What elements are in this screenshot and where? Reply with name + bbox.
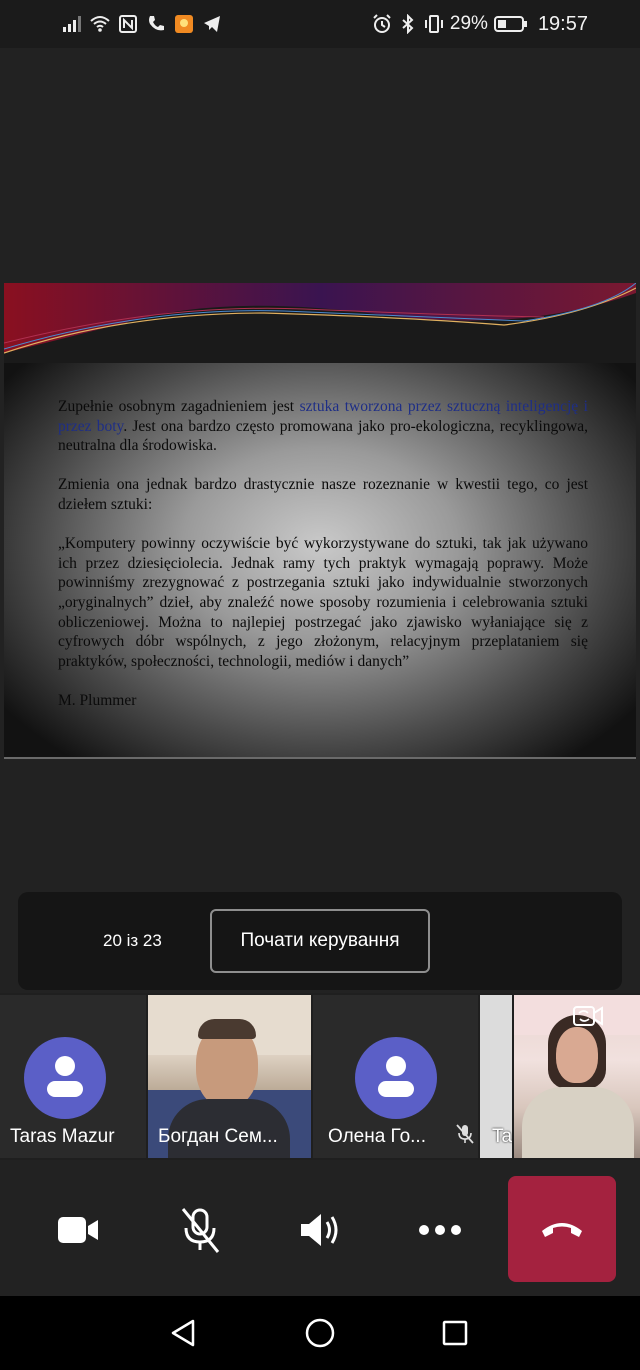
slide-quote: „Komputery powinny oczywiście być wykorzystywane do sztuki, tak jak używano ich przez dziesięciolecia. Jednak ramy tych praktyk wymagają poprawy. Może powinniśmy zrezygnować z postrzegania sztuki jako indywidualnie stworzonych „oryginalnych” dzieł, aby znaleźć nowe sposoby rozumienia i celebrowania sztuki obliczeniowej. Można to najlepiej postrzegać jako zjawisko wyłaniające się z cyfrowych dóbr wspólnych, z jego złożonym, relacyjnym przeplataniem się praktyków, społeczności, technologii, mediów i danych” [58,535,588,670]
more-icon [418,1224,462,1236]
telegram-icon [202,14,222,34]
participants-strip[interactable] [0,995,640,1160]
switch-camera-icon[interactable] [572,1001,606,1031]
slide-page-counter: 20 із 23 [103,931,162,950]
clock: 19:57 [537,12,588,35]
participant-name: Олена Го... [328,1126,426,1147]
system-navigation-bar [0,1296,640,1370]
battery-icon [494,14,528,34]
app-notification-icon [174,14,194,34]
back-icon [169,1318,197,1348]
back-button[interactable] [164,1314,202,1352]
mute-toggle-button[interactable] [170,1200,230,1260]
participant-tile-olena[interactable] [313,995,478,1158]
avatar [355,1037,437,1119]
hang-up-icon [539,1219,585,1239]
battery-percent: 29% [449,13,488,34]
participant-tile-bogdan[interactable] [148,995,311,1158]
slide-divider [4,757,636,759]
wifi-icon [90,14,110,34]
participant-face [556,1027,598,1083]
vibrate-icon [424,14,444,34]
participant-name: Taras Mazur [10,1126,115,1147]
more-options-button[interactable] [410,1200,470,1260]
participant-name: Ta [492,1126,512,1147]
home-button[interactable] [301,1314,339,1352]
participant-tile-partial[interactable] [480,995,512,1158]
participant-name: Богдан Сем... [158,1126,278,1147]
presentation-control-bar [18,892,622,990]
slide-paragraph-1: Zupełnie osobnym zagadnieniem jest sztuka tworzona przez sztuczną inteligencję i przez boty. Jest ona bardzo często promowana jako pro-ekologiczna, recyklingowa, neutralna dla środowiska. [58,398,588,455]
phone-icon [146,14,166,34]
slide-author: M. Plummer [58,691,137,709]
avatar [24,1037,106,1119]
recents-icon [441,1319,469,1347]
speaker-icon [297,1210,343,1250]
alarm-icon [372,14,392,34]
recents-button[interactable] [436,1314,474,1352]
call-controls-bar [0,1160,640,1296]
shared-slide[interactable] [4,283,636,759]
participant-tile-taras[interactable] [0,995,146,1158]
slide-wave-decoration [4,283,636,363]
home-icon [304,1317,336,1349]
mic-off-icon [178,1206,222,1254]
hang-up-button[interactable] [508,1176,616,1282]
slide-text-body [58,397,588,730]
participant-hair [198,1019,256,1039]
video-camera-icon [56,1214,100,1246]
status-left-icons [62,12,222,36]
nfc-icon [118,14,138,34]
status-bar [0,0,640,48]
status-right-icons [372,12,588,36]
slide-highlight-link: sztuka tworzona przez sztuczną inteligencję i przez boty [58,398,588,435]
mic-off-icon [455,1123,475,1145]
participant-shirt [522,1087,634,1158]
self-video-tile[interactable] [514,995,640,1158]
camera-toggle-button[interactable] [48,1200,108,1260]
slide-paragraph-2: Zmienia ona jednak bardzo drastycznie nasze rozeznanie w kwestii tego, co jest dziełem sztuki: [58,476,588,513]
signal-icon [62,14,82,34]
bluetooth-icon [398,14,418,34]
take-control-button[interactable]: Почати керування [210,909,430,973]
speaker-button[interactable] [290,1200,350,1260]
